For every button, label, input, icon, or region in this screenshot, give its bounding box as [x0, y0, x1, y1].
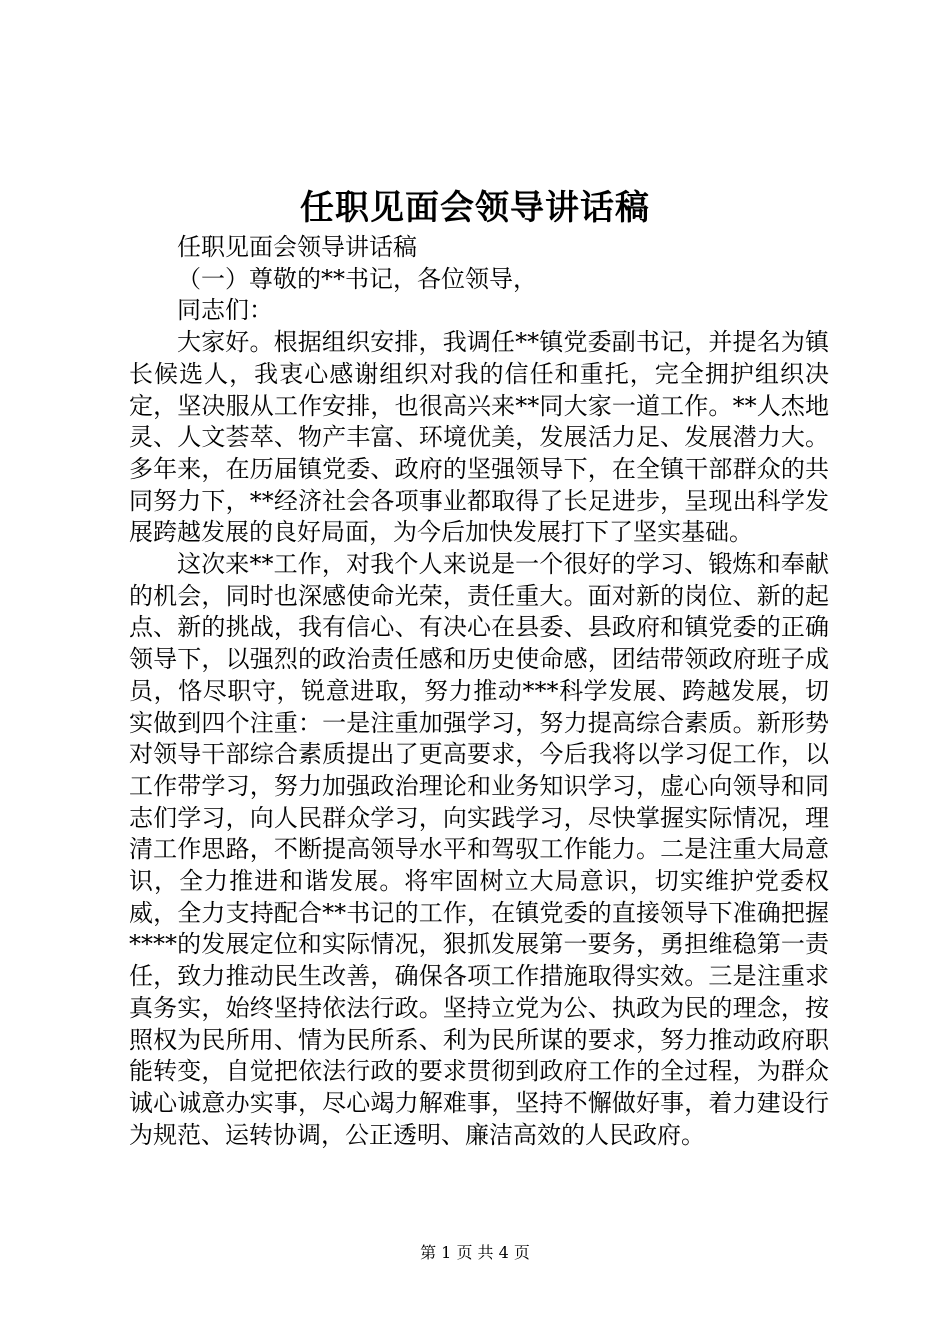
document-title: 任职见面会领导讲话稿 [300, 188, 650, 228]
paragraph-salutation: （一）尊敬的**书记，各位领导， [177, 264, 537, 293]
paragraph-commitments: 这次来**工作，对我个人来说是一个很好的学习、锻炼和奉献的机会，同时也深感使命光荣，责任重大。面对新的岗位、新的起点、新的挑战，我有信心、有决心在县委、县政府和镇党委的正确领导下，以强烈的政治责任感和历史使命感，团结带领政府班子成员，恪尽职守，锐意进取，努力推动***科学发展、跨越发展，切实做到四个注重：一是注重加强学习，努力提高综合素质。新形势对领导干部综合素质提出了更高要求，今后我将以学习促工作，以工作带学习，努力加强政治理论和业务知识学习，虚心向领导和同志们学习，向人民群众学习，向实践学习，尽快掌握实际情况，理清工作思路，不断提高领导水平和驾驭工作能力。二是注重大局意识，全力推进和谐发展。将牢固树立大局意识，切实维护党委权威，全力支持配合**书记的工作，在镇党委的直接领导下准确把握****的发展定位和实际情况，狠抓发展第一要务，勇担维稳第一责任，致力推动民生改善，确保各项工作措施取得实效。三是注重求真务实，始终坚持依法行政。坚持立党为公、执政为民的理念，按照权为民所用、情为民所系、利为民所谋的要求，努力推动政府职能转变，自觉把依法行政的要求贯彻到政府工作的全过程，为群众诚心诚意办实事，尽心竭力解难事，坚持不懈做好事，着力建设行为规范、运转协调，公正透明、廉洁高效的人民政府。 [129, 550, 829, 1149]
paragraph-comrades: 同志们： [177, 296, 273, 325]
document-body [129, 232, 829, 1151]
paragraph-greeting: 大家好。根据组织安排，我调任**镇党委副书记，并提名为镇长候选人，我衷心感谢组织对我的信任和重托，完全拥护组织决定，坚决服从工作安排，也很高兴来**同大家一道工作。**人杰地灵、人文荟萃、物产丰富、环境优美，发展活力足、发展潜力大。多年来，在历届镇党委、政府的坚强领导下，在全镇干部群众的共同努力下，**经济社会各项事业都取得了长足进步，呈现出科学发展跨越发展的良好局面，为今后加快发展打下了坚实基础。 [129, 328, 829, 547]
paragraph-subtitle: 任职见面会领导讲话稿 [177, 233, 417, 261]
page-number-footer: 第 1 页 共 4 页 [420, 1243, 530, 1262]
